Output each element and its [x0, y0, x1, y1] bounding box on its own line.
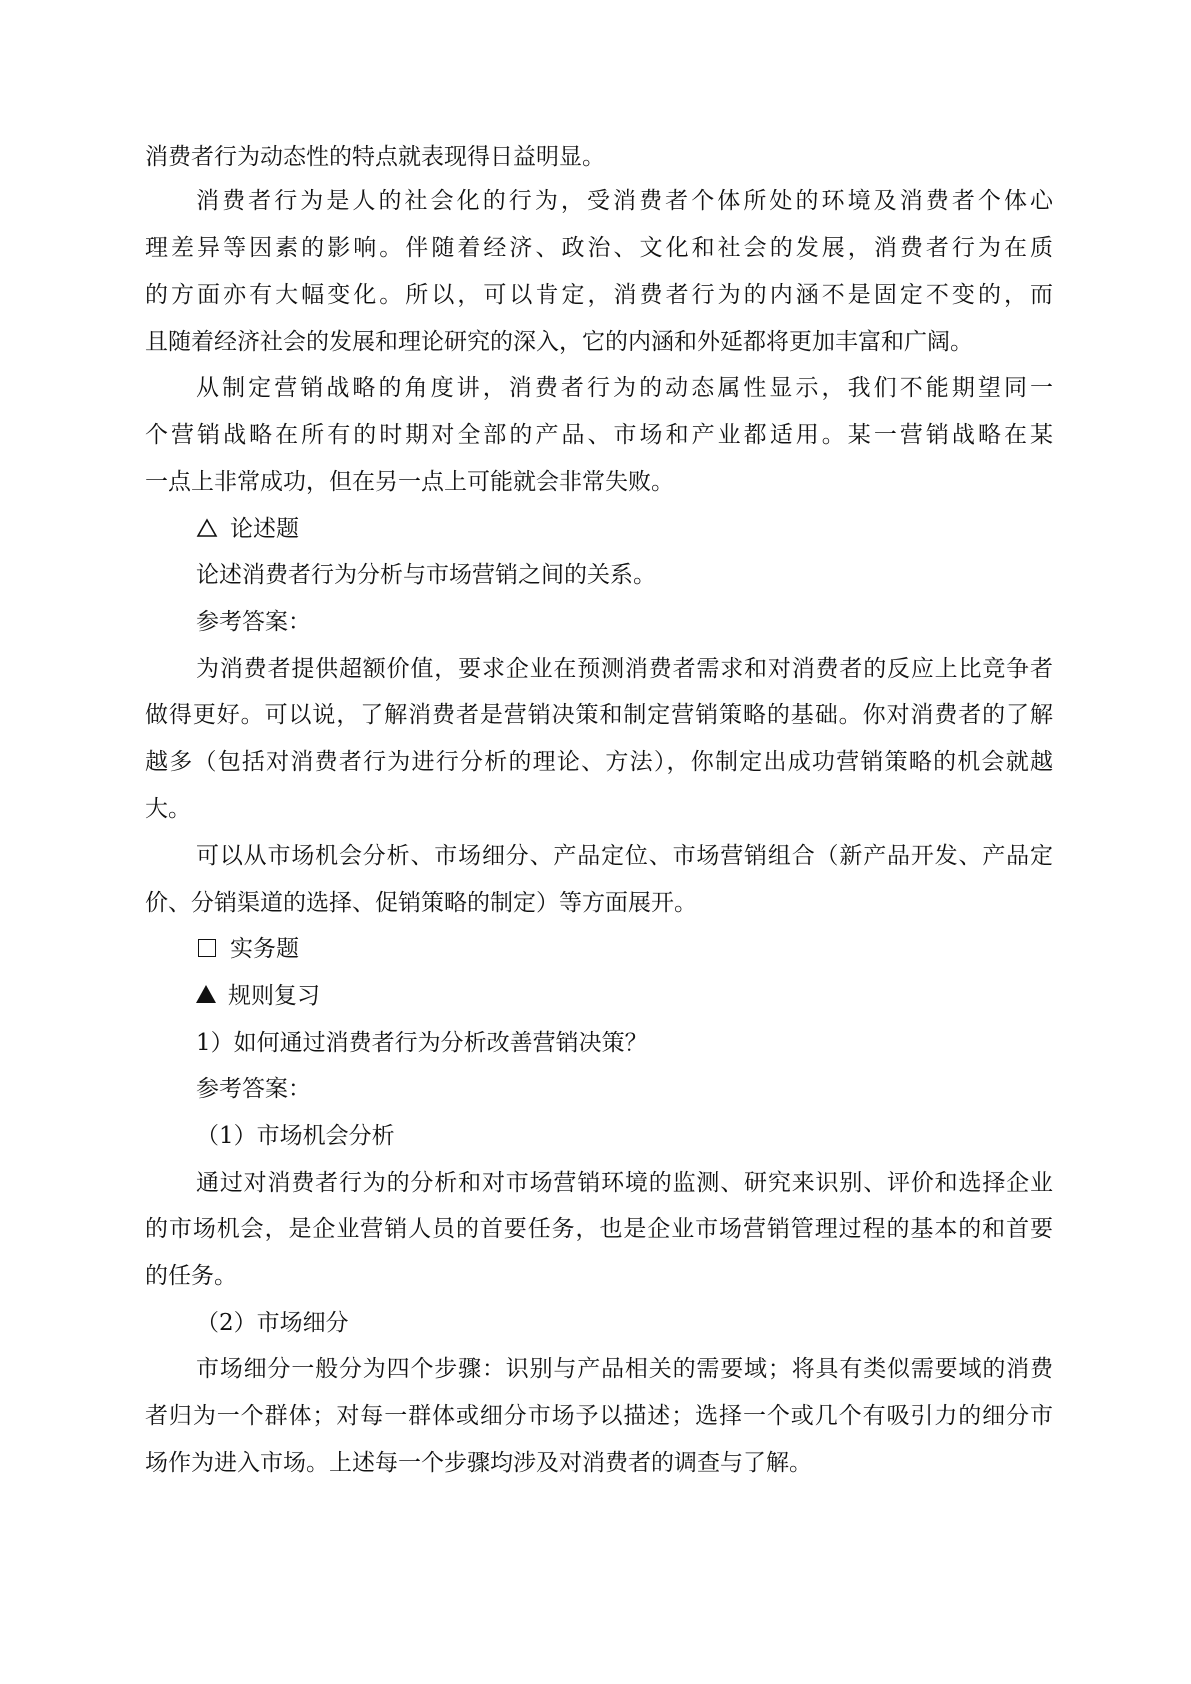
reference-answer-label: 参考答案：: [196, 1076, 311, 1102]
answer-line: 价、分销渠道的选择、促销策略的制定）等方面展开。: [145, 890, 697, 916]
answer-line: 大。: [145, 796, 191, 822]
paragraph-line: 且随着经济社会的发展和理论研究的深入，它的内涵和外延都将更加丰富和广阔。: [145, 329, 973, 355]
essay-heading: [196, 514, 299, 544]
answer-line: 越多（包括对消费者行为进行分析的理论、方法），你制定出成功营销策略的机会就越: [145, 749, 1053, 775]
section-2-title: （2）市场细分: [196, 1310, 349, 1336]
section-1-title: （1）市场机会分析: [196, 1123, 395, 1149]
paragraph-line: 消费者行为是人的社会化的行为，受消费者个体所处的环境及消费者个体心: [196, 188, 1053, 214]
square-icon: [198, 939, 216, 957]
section-1-line: 通过对消费者行为的分析和对市场营销环境的监测、研究来识别、评价和选择企业: [196, 1170, 1053, 1196]
paragraph-line: 理差异等因素的影响。伴随着经济、政治、文化和社会的发展，消费者行为在质: [145, 235, 1053, 261]
outlined-triangle-icon: [196, 516, 218, 536]
essay-heading-text: 论述题: [230, 516, 299, 542]
practice-heading: [196, 934, 299, 964]
reference-answer-label: 参考答案：: [196, 609, 311, 635]
section-1-line: 的市场机会，是企业营销人员的首要任务，也是企业市场营销管理过程的基本的和首要: [145, 1216, 1053, 1242]
answer-line: 为消费者提供超额价值，要求企业在预测消费者需求和对消费者的反应上比竞争者: [196, 656, 1053, 682]
answer-line: 可以从市场机会分析、市场细分、产品定位、市场营销组合（新产品开发、产品定: [196, 843, 1053, 869]
paragraph-line: 消费者行为动态性的特点就表现得日益明显。: [145, 144, 605, 170]
answer-line: 做得更好。可以说，了解消费者是营销决策和制定营销策略的基础。你对消费者的了解: [145, 702, 1053, 728]
practice-heading-text: 实务题: [230, 936, 299, 962]
paragraph-line: 一点上非常成功，但在另一点上可能就会非常失败。: [145, 469, 674, 495]
essay-question: 论述消费者行为分析与市场营销之间的关系。: [196, 562, 656, 588]
rules-heading: [196, 981, 320, 1011]
section-1-line: 的任务。: [145, 1263, 237, 1289]
section-2-line: 场作为进入市场。上述每一个步骤均涉及对消费者的调查与了解。: [145, 1450, 812, 1476]
section-2-line: 市场细分一般分为四个步骤：识别与产品相关的需要域；将具有类似需要域的消费: [196, 1356, 1053, 1382]
rules-heading-text: 规则复习: [228, 983, 320, 1009]
filled-triangle-icon: [196, 985, 216, 1003]
paragraph-line: 的方面亦有大幅变化。所以，可以肯定，消费者行为的内涵不是固定不变的，而: [145, 282, 1053, 308]
question-1: 1）如何通过消费者行为分析改善营销决策？: [196, 1030, 648, 1056]
paragraph-line: 个营销战略在所有的时期对全部的产品、市场和产业都适用。某一营销战略在某: [145, 422, 1053, 448]
paragraph-line: 从制定营销战略的角度讲，消费者行为的动态属性显示，我们不能期望同一: [196, 375, 1053, 401]
section-2-line: 者归为一个群体；对每一群体或细分市场予以描述；选择一个或几个有吸引力的细分市: [145, 1403, 1053, 1429]
